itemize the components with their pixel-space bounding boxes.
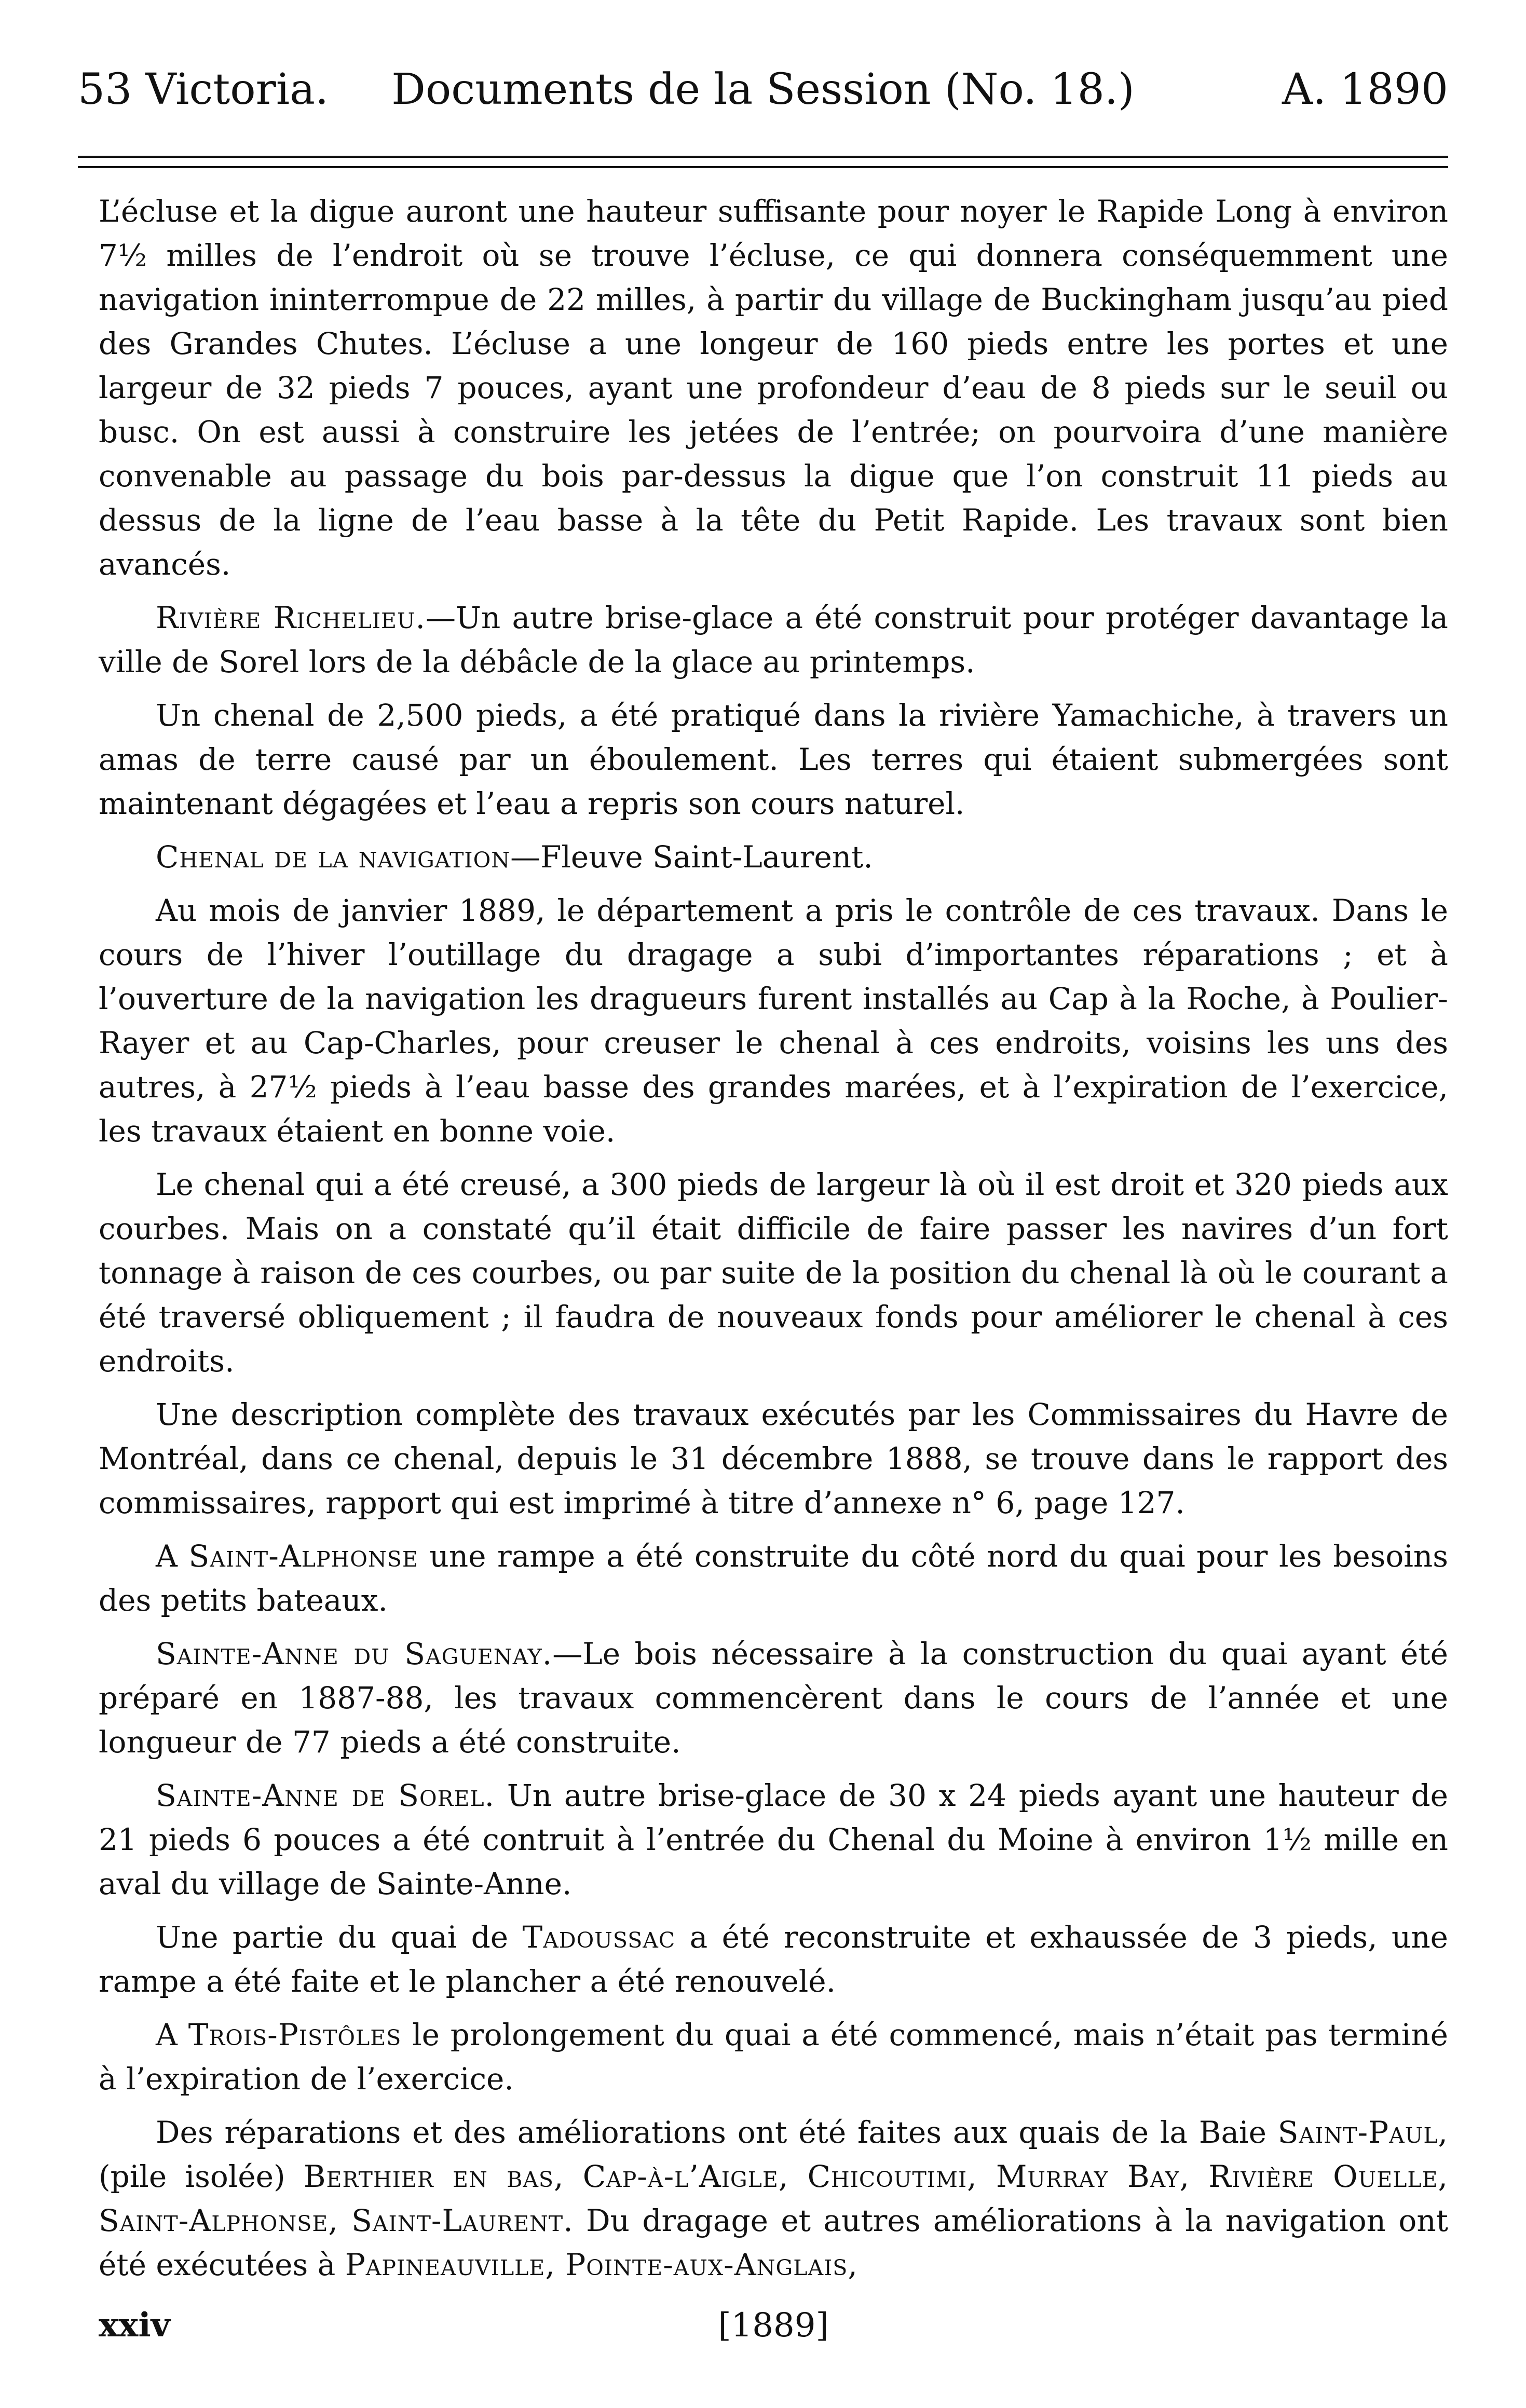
page-body — [99, 189, 1448, 2296]
paragraph-saint-alphonse: A Saint-Alphonse une rampe a été construite du côté nord du quai pour les besoins des petits bateaux. — [99, 1539, 1448, 1618]
section-heading: Rivière Richelieu. — [156, 600, 426, 635]
section-heading: Saint-Alphonse — [188, 1539, 418, 1574]
section-heading: Trois-Pistôles — [188, 2017, 402, 2052]
header-volume: 53 Victoria. — [78, 65, 329, 114]
paragraph-tadoussac: Une partie du quai de Tadoussac a été reconstruite et exhaussée de 3 pieds, une rampe a été faite et le plancher a été renouvelé. — [99, 1920, 1448, 1999]
paragraph-sainte-anne-saguenay: Sainte-Anne du Saguenay.—Le bois nécessaire à la construction du quai ayant été préparé en 1887-88, les travaux commencèrent dans le cours de l’année et une longueur de 77 pieds a été construite. — [99, 1636, 1448, 1760]
header-rule-bottom — [78, 166, 1448, 168]
page-number: xxiv — [99, 2306, 170, 2345]
section-heading: Tadoussac — [522, 1920, 676, 1955]
page-header — [78, 61, 1448, 118]
page-footer — [99, 2302, 1448, 2349]
paragraph-riviere-richelieu: Rivière Richelieu.—Un autre brise-glace a été construit pour protéger davantage la ville de Sorel lors de la débâcle de la glace au printemps. — [99, 600, 1448, 679]
section-heading: Sainte-Anne de Sorel. — [156, 1778, 495, 1813]
paragraph-chenal-heading: Chenal de la navigation—Fleuve Saint-Laurent. — [156, 839, 873, 875]
paragraph-yamachiche: Un chenal de 2,500 pieds, a été pratiqué dans la rivière Yamachiche, à travers un amas de terre causé par un éboulement. Les terres qui étaient submergées sont maintenant dégagées et l’eau a repris son cours naturel. — [99, 698, 1448, 821]
footer-year: [1889] — [718, 2306, 829, 2345]
header-rule-top — [78, 156, 1448, 158]
paragraph-buckingham-lock: L’écluse et la digue auront une hauteur suffisante pour noyer le Rapide Long à environ 7½ milles de l’endroit où se trouve l’écluse, ce qui donnera conséquemment une navigation ininterrompue de 22 milles, à partir du village de Buckingham jusqu’au pied des Grandes Chutes. L’écluse a une longeur de 160 pieds entre les portes et une largeur de 32 pieds 7 pouces, ayant une profondeur d’eau de 8 pieds sur le seuil ou busc. On est aussi à construire les jetées de l’entrée; on pourvoira d’une manière convenable au passage du bois par-dessus la digue que l’on construit 11 pieds au dessus de la ligne de l’eau basse à la tête du Petit Rapide. Les travaux sont bien avancés. — [99, 194, 1448, 582]
section-heading: Chenal de la navigation — [156, 839, 511, 875]
header-title: Documents de la Session (No. 18.) — [391, 65, 1135, 114]
paragraph-sainte-anne-sorel: Sainte-Anne de Sorel. Un autre brise-glace de 30 x 24 pieds ayant une hauteur de 21 pieds 6 pouces a été contruit à l’entrée du Chenal du Moine à environ 1½ mille en aval du village de Sainte-Anne. — [99, 1778, 1449, 1901]
paragraph-trois-pistoles: A Trois-Pistôles le prolongement du quai a été commencé, mais n’était pas terminé à l’expiration de l’exercice. — [99, 2017, 1448, 2097]
paragraph-janvier-1889: Au mois de janvier 1889, le département a pris le contrôle de ces travaux. Dans le cours de l’hiver l’outillage du dragage a subi d’importantes réparations ; et à l’ouverture de la navigation les dragueurs furent installés au Cap à la Roche, à Poulier-Rayer et au Cap-Charles, pour creuser le chenal à ces endroits, voisins les uns des autres, à 27½ pieds à l’eau basse des grandes marées, et à l’expiration de l’exercice, les travaux étaient en bonne voie. — [99, 893, 1448, 1149]
paragraph-chenal-creuse: Le chenal qui a été creusé, a 300 pieds de largeur là où il est droit et 320 pieds aux courbes. Mais on a constaté qu’il était difficile de faire passer les navires d’un fort tonnage à raison de ces courbes, ou par suite de la position du chenal là où le courant a été traversé obliquement ; il faudra de nouveaux fonds pour améliorer le chenal à ces endroits. — [99, 1167, 1448, 1379]
section-heading: Sainte-Anne du Saguenay. — [156, 1636, 553, 1671]
paragraph-commissaires: Une description complète des travaux exécutés par les Commissaires du Havre de Montréal, dans ce chenal, depuis le 31 décembre 1888, se trouve dans le rapport des commissaires, rapport qui est imprimé à titre d’annexe n° 6, page 127. — [99, 1397, 1448, 1520]
paragraph-reparations: Des réparations et des améliorations ont été faites aux quais de la Baie Saint-Paul, (pile isolée) Berthier en bas, Cap-à-l’Aigle, Chicoutimi, Murray Bay, Rivière Ouelle, Saint-Alphonse, Saint-Laurent. Du dragage et autres améliorations à la navigation ont été exécutées à Papineauville, Pointe-aux-Anglais, — [99, 2115, 1449, 2282]
header-year: A. 1890 — [1282, 65, 1448, 114]
